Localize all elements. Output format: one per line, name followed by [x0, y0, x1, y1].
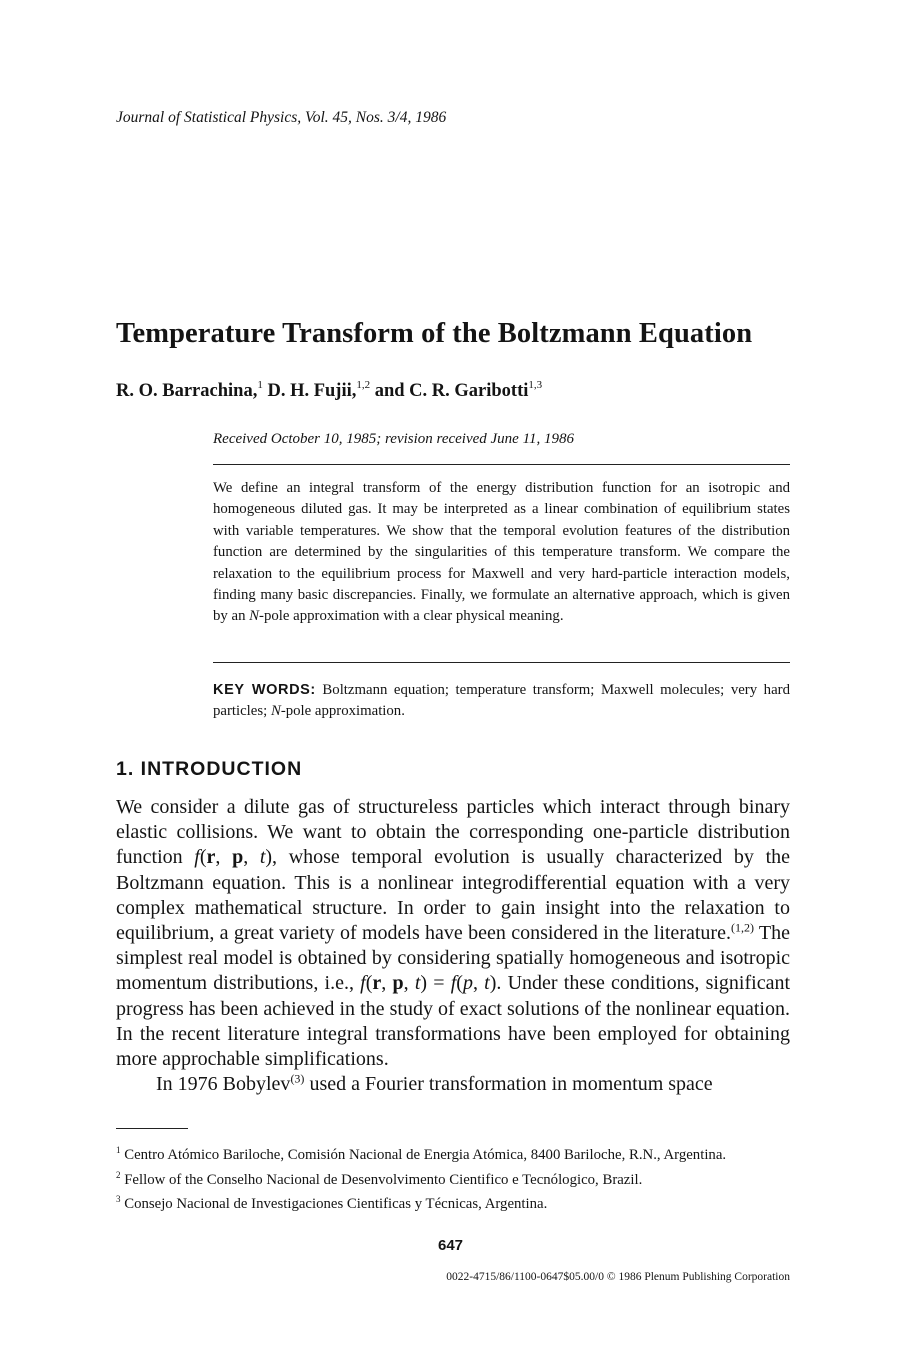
author-name: and C. R. Garibotti — [374, 381, 529, 402]
keywords-text: Boltzmann equation; temperature transform; Maxwell molecules; very hard particles; — [213, 682, 790, 720]
keywords-label: KEY WORDS: — [213, 682, 316, 698]
paper-title: Temperature Transform of the Boltzmann Equation — [116, 318, 753, 349]
author-list — [116, 380, 542, 402]
abstract-italic: N — [249, 608, 260, 625]
journal-citation: Journal of Statistical Physics, Vol. 45, Nos. 3/4, 1986 — [116, 109, 447, 126]
keywords-italic: N — [270, 703, 281, 720]
abstract-text: -pole approximation with a clear physical meaning. — [259, 608, 564, 625]
keywords — [213, 680, 790, 723]
received-date: Received October 10, 1985; revision received June 11, 1986 — [213, 431, 574, 447]
paragraph: We consider a dilute gas of structureless particles which interact through binary elastic collisions. We want to obtain the corresponding one-particle distribution function f(r, p, t), whose temporal evolution is usually characterized by the Boltzmann equation. This is a nonlinear integrodifferential equation with a very complex mathematical structure. In order to gain insight into the relaxation to equilibrium, a great variety of models have been considered in the literature.$^{(1,2)}$ The simplest real model is obtained by considering spatially homogeneous and isotropic momentum distributions, i.e., f(r, p, t) = f(p, t). Under these conditions, significant progress has been achieved in the study of exact solutions of the nonlinear equation. In the recent literature integral transformations have been employed for obtaining more approchable simplifications. — [116, 796, 791, 1071]
affiliation-mark: 1,3 — [528, 379, 543, 391]
abstract-top-rule — [213, 464, 790, 465]
author-name: R. O. Barrachina, — [116, 381, 258, 402]
footnote: $^1$ Centro Atómico Bariloche, Comisión Nacional de Energia Atómica, 8400 Bariloche, R.N., Argentina. — [116, 1145, 727, 1163]
footnote-rule — [116, 1128, 188, 1129]
affiliation-mark: 1,2 — [356, 379, 371, 391]
citation: (1,2) — [730, 920, 754, 935]
abstract — [213, 478, 790, 628]
citation: (3) — [290, 1071, 305, 1086]
paragraph: In 1976 Bobylev$^{(3)}$ used a Fourier transformation in momentum space — [156, 1071, 713, 1096]
footnotes — [116, 1141, 790, 1215]
affiliation-mark: 1 — [257, 379, 263, 391]
body-text — [116, 795, 790, 1097]
footnote: $^3$ Consejo Nacional de Investigaciones Cientificas y Técnicas, Argentina. — [116, 1194, 548, 1212]
copyright-line: 0022-4715/86/1100-0647$05.00/0 © 1986 Plenum Publishing Corporation — [446, 1271, 790, 1283]
abstract-bottom-rule — [213, 662, 790, 663]
page-number: 647 — [437, 1237, 464, 1254]
author-name: D. H. Fujii, — [267, 381, 357, 402]
section-heading: 1. INTRODUCTION — [116, 758, 303, 780]
keywords-text: -pole approximation. — [280, 703, 405, 720]
abstract-text: We define an integral transform of the energy distribution function for an isotropic and homogeneous diluted gas. It may be interpreted as a linear combination of equilibrium states with variable temperatures. We show that the temporal evolution features of the distribution function are determined by the singularities of this temperature transform. We compare the relaxation to the equilibrium process for Maxwell and very hard-particle interaction models, finding many basic discrepancies. Finally, we formulate an alternative approach, which is given by an — [213, 480, 790, 625]
footnote: $^2$ Fellow of the Conselho Nacional de Desenvolvimento Cientifico e Tecnólogico, Brazil. — [116, 1169, 643, 1188]
